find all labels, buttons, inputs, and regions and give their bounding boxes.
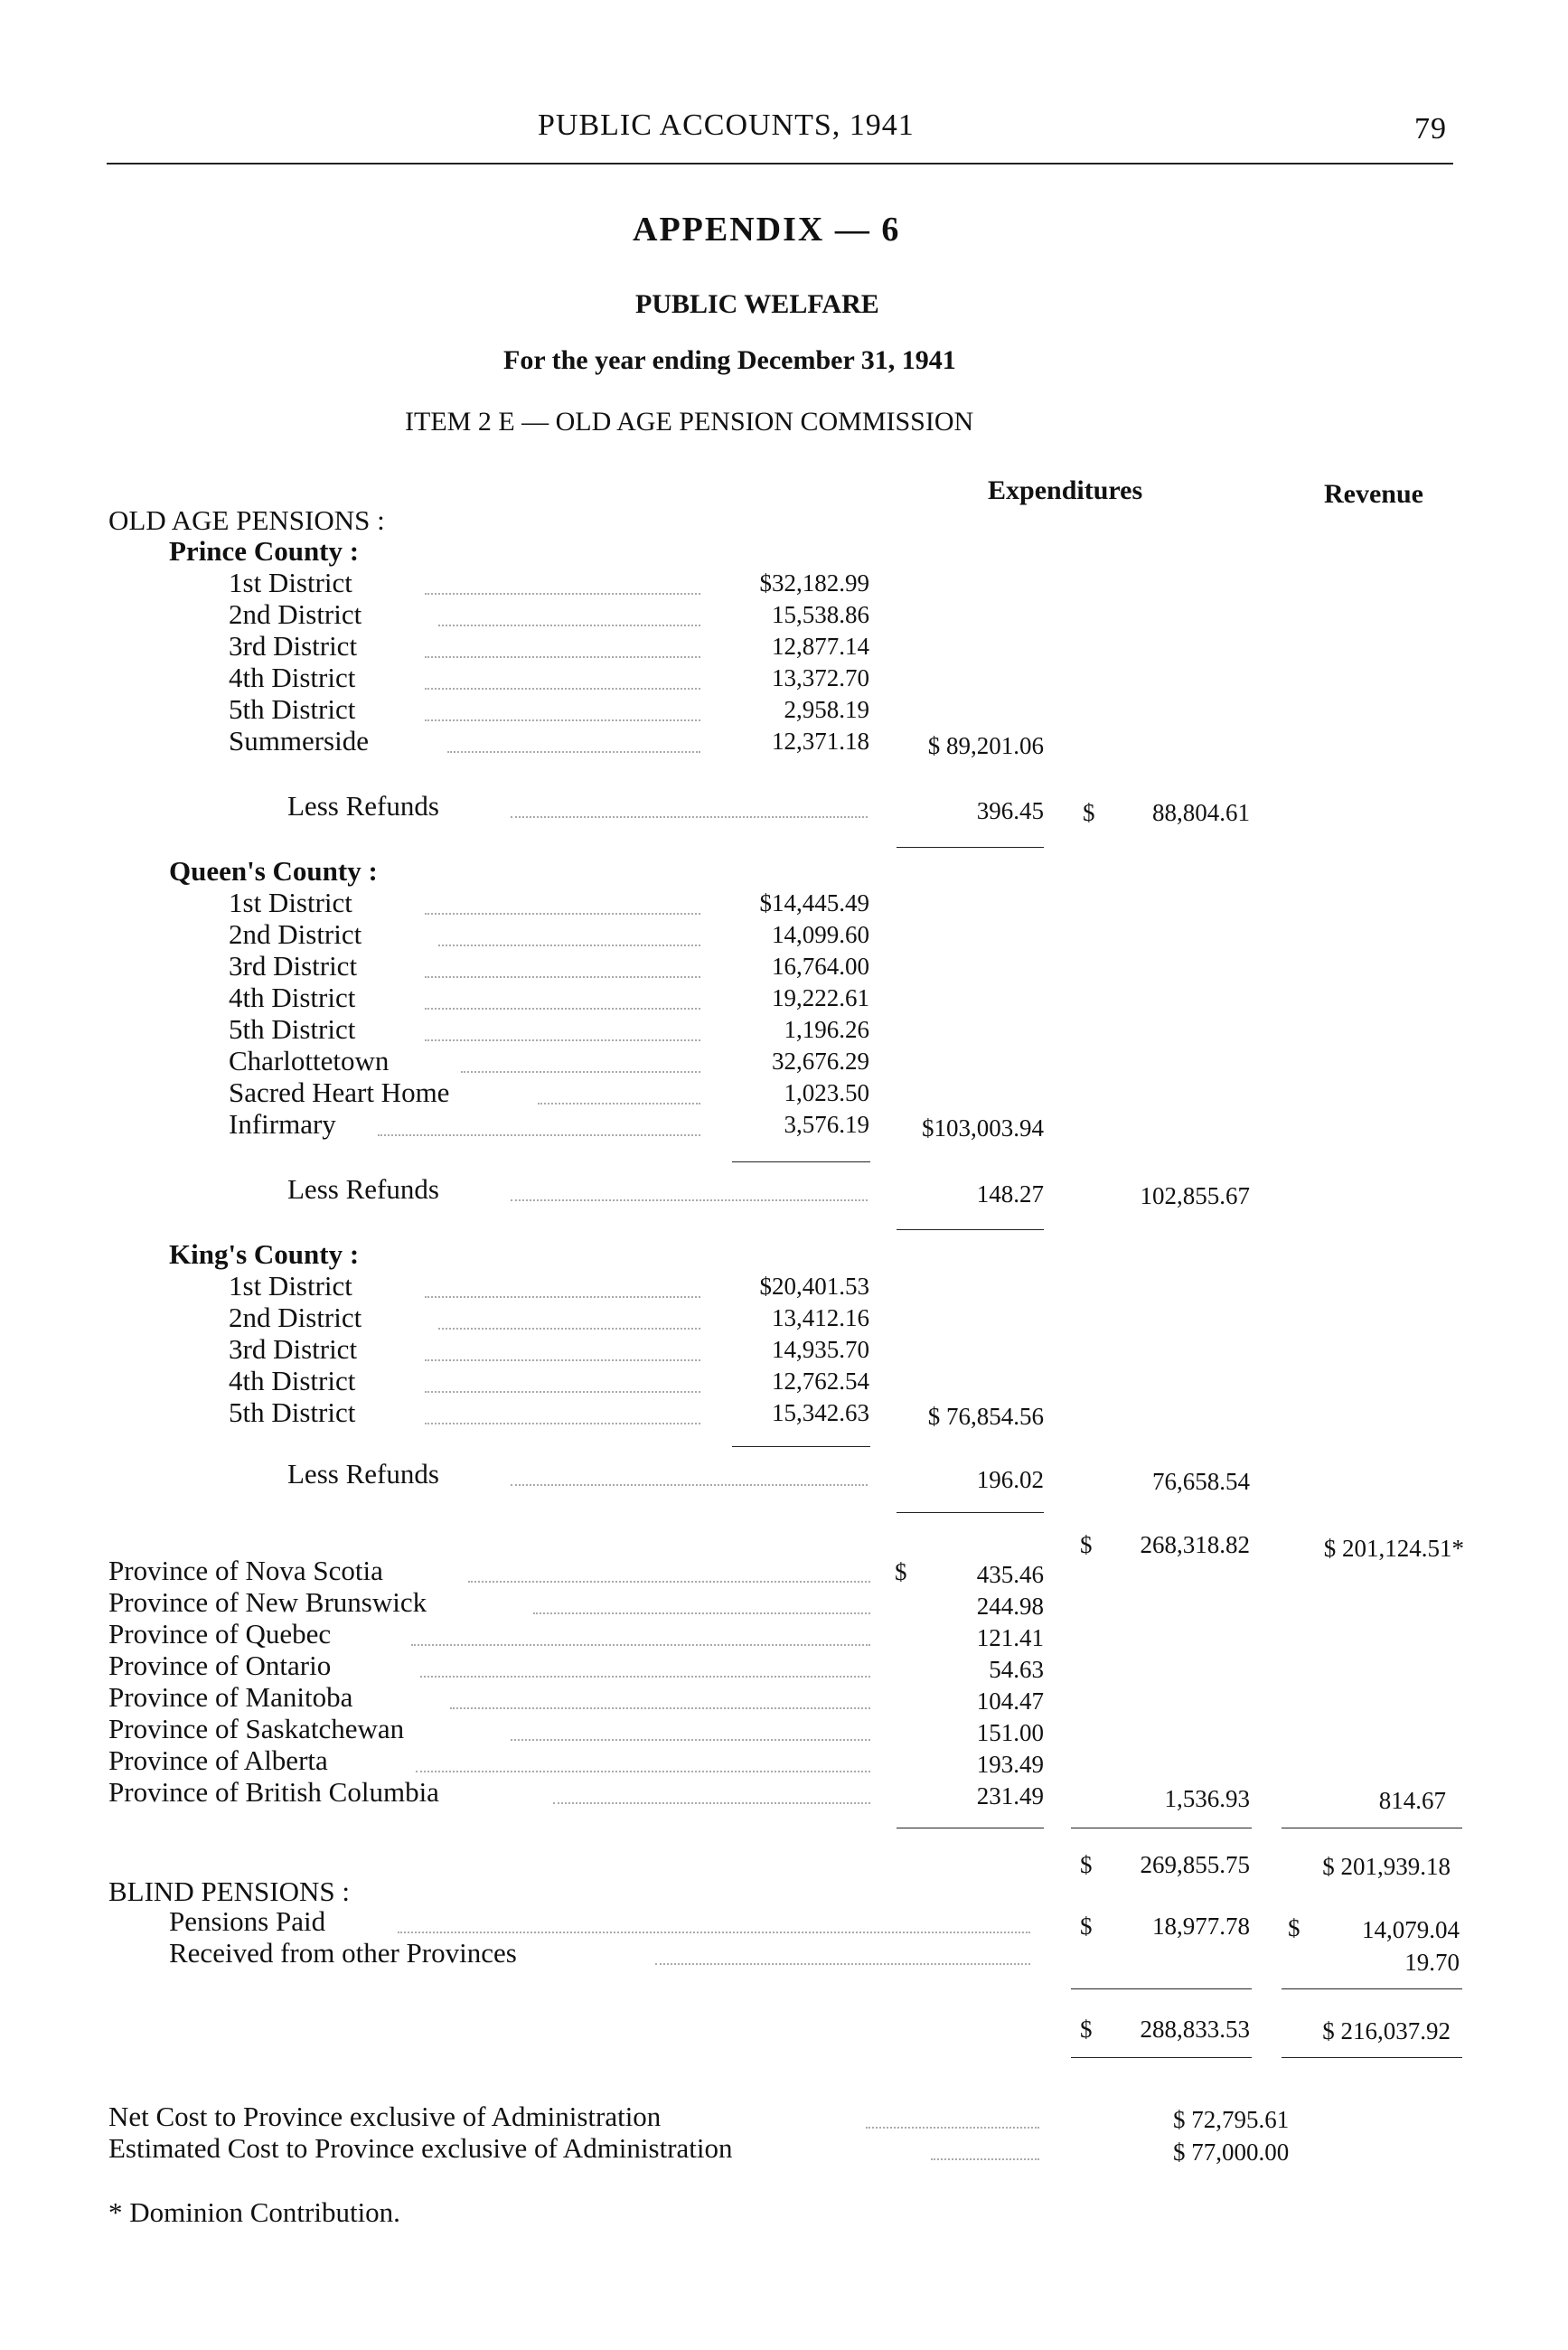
district-amount: $14,445.49 (759, 889, 869, 916)
estimated-cost-label: Estimated Cost to Province exclusive of Administration (108, 2132, 733, 2164)
leader-dots (511, 1739, 870, 1741)
dollar-sign: $ (1080, 1531, 1093, 1558)
district-label: 3rd District (229, 950, 358, 982)
district-amount: 2,958.19 (784, 696, 869, 723)
leader-dots (533, 1612, 870, 1614)
grand-total-expenditures: 288,833.53 (1140, 2016, 1250, 2043)
district-label: 1st District (229, 1270, 352, 1302)
district-amount: 14,099.60 (772, 921, 869, 948)
dollar-sign: $ (1080, 1913, 1093, 1940)
column-rule (1071, 1988, 1252, 1989)
leader-dots (425, 593, 700, 595)
district-label: 4th District (229, 982, 356, 1013)
district-label: Summerside (229, 725, 369, 757)
leader-dots (511, 1484, 868, 1486)
district-amount: 15,342.63 (772, 1399, 869, 1426)
district-amount: 13,372.70 (772, 664, 869, 691)
province-label: Province of Nova Scotia (108, 1555, 383, 1586)
province-label: Province of Manitoba (108, 1681, 353, 1713)
district-label: Infirmary (229, 1108, 336, 1140)
leader-dots (866, 2127, 1039, 2129)
province-label: Province of British Columbia (108, 1776, 439, 1808)
leader-dots (378, 1134, 700, 1136)
leader-dots (425, 1391, 700, 1393)
kings-county-heading: King's County : (169, 1238, 360, 1270)
district-amount: 32,676.29 (772, 1048, 869, 1075)
district-amount: 12,371.18 (772, 728, 869, 755)
dollar-sign: $ (895, 1558, 907, 1585)
district-label: 3rd District (229, 630, 358, 662)
double-rule (1282, 2057, 1462, 2058)
province-amount: 121.41 (976, 1624, 1044, 1651)
district-label: Sacred Heart Home (229, 1076, 450, 1108)
district-amount: 12,762.54 (772, 1368, 869, 1395)
province-amount: 151.00 (976, 1719, 1044, 1746)
prince-county-heading: Prince County : (169, 535, 360, 567)
leader-dots (398, 1932, 1030, 1933)
leader-dots (438, 1328, 700, 1330)
province-label: Province of Saskatchewan (108, 1713, 405, 1744)
province-amount: 104.47 (976, 1687, 1044, 1715)
kings-refunds: 196.02 (976, 1466, 1044, 1493)
estimated-cost-value: $ 77,000.00 (1173, 2138, 1290, 2166)
leader-dots (425, 656, 700, 658)
leader-dots (511, 1199, 868, 1201)
refunds-label: Less Refunds (287, 1173, 439, 1205)
kings-county-total: $ 76,854.56 (927, 1403, 1044, 1430)
refunds-label: Less Refunds (287, 1458, 439, 1490)
leader-dots (511, 816, 868, 818)
subtotal-rule (897, 1229, 1044, 1230)
district-label: 4th District (229, 662, 356, 693)
district-amount: 3,576.19 (784, 1111, 869, 1138)
blind-paid-revenue: 14,079.04 (1362, 1916, 1460, 1943)
province-amount: 54.63 (989, 1656, 1044, 1683)
district-amount: $20,401.53 (759, 1273, 869, 1300)
page-running-title: PUBLIC ACCOUNTS, 1941 (538, 108, 915, 142)
leader-dots (553, 1802, 870, 1804)
province-amount: 244.98 (976, 1593, 1044, 1620)
page-number: 79 (1414, 112, 1447, 146)
district-amount: 15,538.86 (772, 601, 869, 628)
district-amount: 12,877.14 (772, 633, 869, 660)
district-label: 2nd District (229, 918, 362, 950)
province-amount: 231.49 (976, 1782, 1044, 1810)
district-amount: 13,412.16 (772, 1304, 869, 1331)
district-label: 5th District (229, 1013, 356, 1045)
leader-dots (425, 976, 700, 978)
dollar-sign: $ (1080, 2016, 1093, 2043)
leader-dots (468, 1581, 870, 1583)
district-amount: 1,196.26 (784, 1016, 869, 1043)
district-label: 4th District (229, 1365, 356, 1396)
leader-dots (425, 1008, 700, 1010)
expenditures-column-header: Expenditures (988, 475, 1143, 505)
district-label: 5th District (229, 693, 356, 725)
dollar-sign: $ (1083, 799, 1095, 826)
district-amount: 16,764.00 (772, 953, 869, 980)
provinces-total-revenue: 814.67 (1378, 1787, 1446, 1814)
leader-dots (931, 2158, 1039, 2160)
department-title: PUBLIC WELFARE (635, 289, 879, 319)
leader-dots (425, 1423, 700, 1424)
period-subtitle: For the year ending December 31, 1941 (503, 345, 956, 375)
district-label: 5th District (229, 1396, 356, 1428)
queens-county-heading: Queen's County : (169, 855, 378, 887)
province-label: Province of New Brunswick (108, 1586, 427, 1618)
prince-refunds: 396.45 (976, 797, 1044, 824)
district-amount: 14,935.70 (772, 1336, 869, 1363)
district-label: 2nd District (229, 598, 362, 630)
appendix-title: APPENDIX — 6 (633, 211, 901, 249)
total-revenue: $ 201,939.18 (1322, 1853, 1451, 1880)
net-cost-label: Net Cost to Province exclusive of Administration (108, 2101, 662, 2132)
column-rule (1282, 1988, 1462, 1989)
grand-total-revenue: $ 216,037.92 (1322, 2017, 1451, 2044)
district-label: 1st District (229, 887, 352, 918)
blind-paid-expenditures: 18,977.78 (1152, 1913, 1250, 1940)
prince-net: 88,804.61 (1152, 799, 1250, 826)
leader-dots (450, 1707, 870, 1709)
net-cost-value: $ 72,795.61 (1173, 2106, 1290, 2133)
district-label: 3rd District (229, 1333, 358, 1365)
district-amount: $32,182.99 (759, 569, 869, 597)
dollar-sign: $ (1288, 1914, 1300, 1941)
header-rule (107, 163, 1453, 164)
district-amount: 19,222.61 (772, 984, 869, 1011)
column-rule (732, 1446, 870, 1447)
old-age-subtotal-expenditures: 268,318.82 (1140, 1531, 1250, 1558)
province-label: Province of Quebec (108, 1618, 332, 1650)
leader-dots (425, 1359, 700, 1361)
blind-received-revenue: 19.70 (1404, 1949, 1460, 1976)
leader-dots (411, 1644, 870, 1646)
queens-refunds: 148.27 (976, 1180, 1044, 1208)
province-label: Province of Alberta (108, 1744, 328, 1776)
blind-pensions-heading: BLIND PENSIONS : (108, 1875, 350, 1907)
prince-county-total: $ 89,201.06 (927, 732, 1044, 759)
district-label: 1st District (229, 567, 352, 598)
column-rule (732, 1161, 870, 1162)
refunds-label: Less Refunds (287, 790, 439, 822)
total-expenditures: 269,855.75 (1140, 1851, 1250, 1878)
dollar-sign: $ (1080, 1851, 1093, 1878)
leader-dots (420, 1676, 870, 1678)
province-amount: 193.49 (976, 1751, 1044, 1778)
subtotal-rule (897, 847, 1044, 848)
leader-dots (425, 1296, 700, 1298)
double-rule (1071, 2057, 1252, 2058)
old-age-subtotal-revenue: $ 201,124.51* (1323, 1535, 1464, 1562)
old-age-pensions-heading: OLD AGE PENSIONS : (108, 504, 385, 536)
leader-dots (425, 688, 700, 690)
item-heading: ITEM 2 E — OLD AGE PENSION COMMISSION (405, 407, 974, 437)
footnote: * Dominion Contribution. (108, 2196, 400, 2228)
revenue-column-header: Revenue (1324, 479, 1423, 509)
queens-net: 102,855.67 (1140, 1182, 1250, 1209)
province-amount: 435.46 (976, 1561, 1044, 1588)
leader-dots (416, 1771, 870, 1772)
leader-dots (438, 945, 700, 946)
leader-dots (438, 625, 700, 626)
queens-county-total: $103,003.94 (922, 1114, 1044, 1142)
leader-dots (447, 751, 700, 753)
leader-dots (655, 1963, 1030, 1965)
kings-net: 76,658.54 (1152, 1468, 1250, 1495)
district-label: Charlottetown (229, 1045, 390, 1076)
leader-dots (538, 1103, 700, 1104)
received-from-provinces-label: Received from other Provinces (169, 1937, 517, 1969)
leader-dots (425, 719, 700, 721)
district-label: 2nd District (229, 1302, 362, 1333)
subtotal-rule (897, 1512, 1044, 1513)
district-amount: 1,023.50 (784, 1079, 869, 1106)
leader-dots (425, 1039, 700, 1041)
province-label: Province of Ontario (108, 1650, 332, 1681)
leader-dots (425, 913, 700, 915)
provinces-total-expenditures: 1,536.93 (1164, 1785, 1250, 1812)
pensions-paid-label: Pensions Paid (169, 1905, 326, 1937)
leader-dots (461, 1071, 700, 1073)
